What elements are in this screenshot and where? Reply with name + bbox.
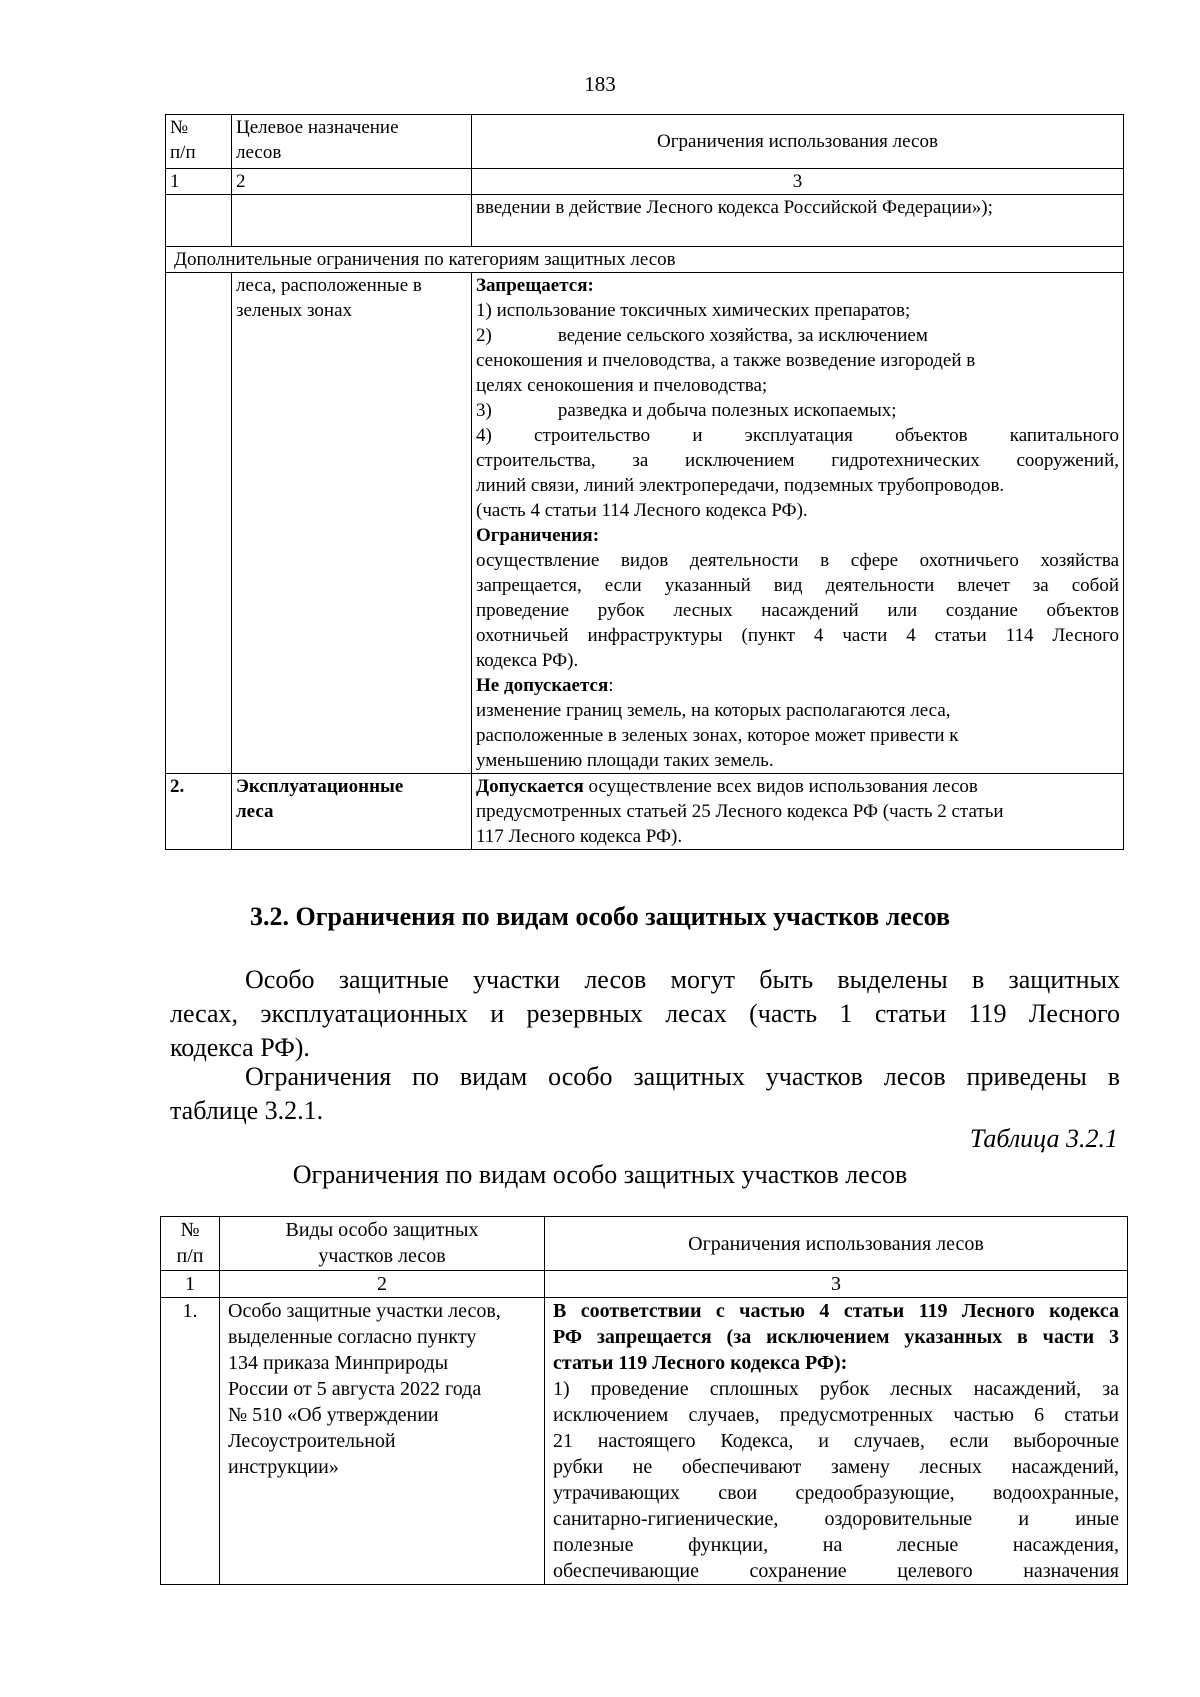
page-number: 183 bbox=[584, 72, 616, 96]
protection-type: Особо защитные участки лесов, выделенные согласно пункту 134 приказа Минприроды России от 5 августа 2022 года № 510 «Об утверждении Лесоустроительной инструкции» bbox=[220, 1298, 545, 1585]
header-num: № п/п bbox=[166, 115, 232, 169]
paragraph-2: Ограничения по видам особо защитных участков лесов приведены в таблице 3.2.1. bbox=[170, 1062, 1120, 1125]
forbidden-title: Запрещается: bbox=[476, 275, 594, 296]
table-header-row bbox=[166, 115, 1124, 169]
table-title: Ограничения по видам особо защитных участков лесов bbox=[292, 1160, 908, 1189]
table-header-row bbox=[161, 1217, 1128, 1271]
header-types: Виды особо защитных участков лесов bbox=[220, 1217, 545, 1271]
col-number: 3 bbox=[545, 1271, 1128, 1298]
header-num: № п/п bbox=[161, 1217, 220, 1271]
protection-restrictions: В соответствии с частью 4 статьи 119 Лесного кодекса РФ запрещается (за исключением указанных в части 3 статьи 119 Лесного кодекса РФ): 1) проведение сплошных рубок лесных насаждений, за исключением случаев, предусмотренных частью 6 статьи 21 настоящего Кодекса, и случаев, если выборочные рубки не обеспечивают замену лесных насаждений, утрачивающих свои средообразующие, водоохранные, санитарно-гигиенические, оздоровительные и иные полезные функции, на лесные насаждения, обеспечивающие сохранение целевого назначения bbox=[545, 1298, 1128, 1585]
table-row bbox=[166, 273, 1124, 774]
exploitation-category: Эксплуатационные леса bbox=[232, 774, 472, 850]
table-caption: Таблица 3.2.1 bbox=[969, 1124, 1118, 1153]
subheader-row bbox=[166, 247, 1124, 273]
section-heading: 3.2. Ограничения по видам особо защитных участков лесов bbox=[249, 902, 951, 931]
header-purpose: Целевое назначение лесов bbox=[232, 115, 472, 169]
category-subheader: Дополнительные ограничения по категориям защитных лесов bbox=[166, 247, 1124, 273]
col-number: 3 bbox=[472, 169, 1124, 195]
column-numbers-row bbox=[161, 1271, 1128, 1298]
table-row bbox=[166, 195, 1124, 247]
green-zone-restrictions: Запрещается: 1) использование токсичных химических препаратов; 2) ведение сельского хозяйства, за исключением сенокошения и пчеловодства, а также возведение изгородей в целях сенокошения и пчеловодства; 3) разведка и добыча полезных ископаемых; 4) строительство и эксплуатация объектов капитального строительства, за исключением гидротехнических сооружений, линий связи, линий электропередачи, подземных трубопроводов. (часть 4 статьи 114 Лесного кодекса РФ). Ограничения: осуществление видов деятельности в сфере охотничьего хозяйства запрещается, если указанный вид деятельности влечет за собой проведение рубок лесных насаждений или создание объектов охотничьей инфраструктуры (пункт 4 части 4 статьи 114 Лесного кодекса РФ). Не допускается: изменение границ земель, на которых располагаются леса, расположенные в зеленых зонах, которое может привести к уменьшению площади таких земель. bbox=[472, 273, 1124, 774]
column-numbers-row bbox=[166, 169, 1124, 195]
col-number: 1 bbox=[166, 169, 232, 195]
col-number: 1 bbox=[161, 1271, 220, 1298]
forest-restrictions-table bbox=[165, 114, 1124, 850]
row-number: 1. bbox=[161, 1298, 220, 1585]
limits-title: Ограничения: bbox=[476, 525, 600, 546]
col-number: 2 bbox=[220, 1271, 545, 1298]
paragraph-1: Особо защитные участки лесов могут быть выделены в защитных лесах, эксплуатационных и резервных лесах (часть 1 статьи 119 Лесного кодекса РФ). bbox=[170, 965, 1120, 1062]
row-number: 2. bbox=[166, 774, 232, 850]
table-row bbox=[161, 1298, 1128, 1585]
col-number: 2 bbox=[232, 169, 472, 195]
table-row bbox=[166, 774, 1124, 850]
header-restrictions: Ограничения использования лесов bbox=[472, 115, 1124, 169]
special-protection-table bbox=[160, 1216, 1128, 1585]
header-restrictions: Ограничения использования лесов bbox=[545, 1217, 1128, 1271]
green-zone-category: леса, расположенные в зеленых зонах bbox=[232, 273, 472, 774]
not-allowed-title: Не допускается bbox=[476, 675, 609, 696]
continuation-text: введении в действие Лесного кодекса Российской Федерации»); bbox=[472, 195, 1124, 247]
exploitation-restrictions: Допускается осуществление всех видов использования лесов предусмотренных статьей 25 Лесного кодекса РФ (часть 2 статьи 117 Лесного кодекса РФ). bbox=[472, 774, 1124, 850]
